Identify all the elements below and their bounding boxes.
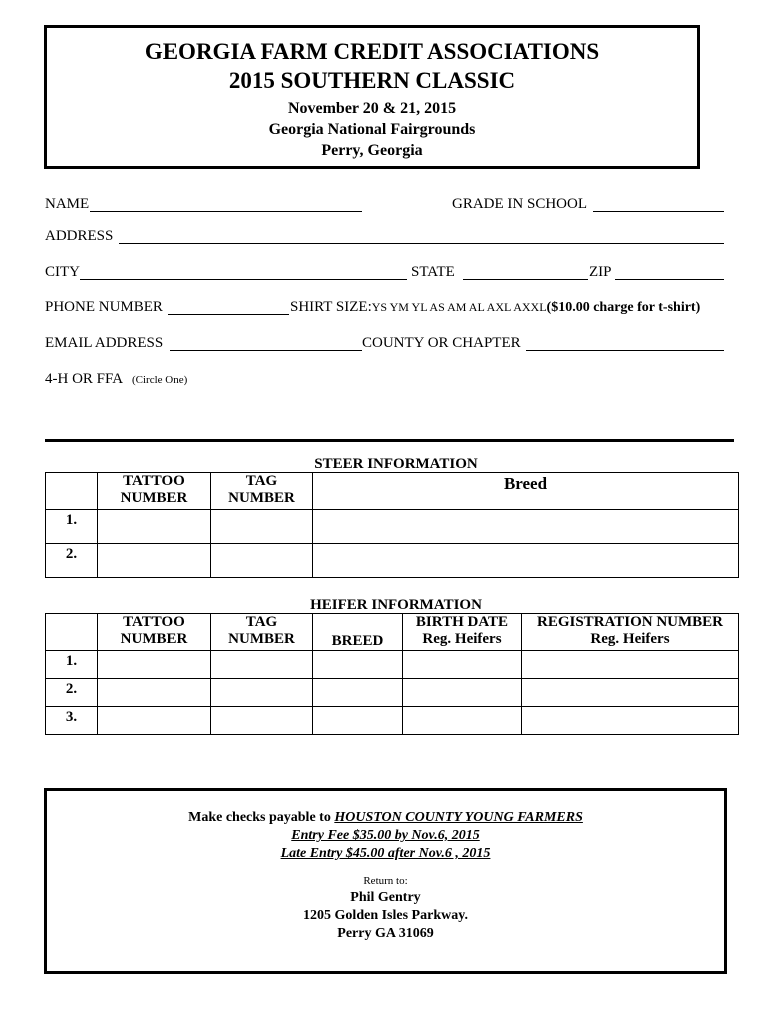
checks-payable-line [47, 809, 724, 827]
title-line-2: 2015 SOUTHERN CLASSIC [228, 68, 516, 93]
heifer-breed-cell[interactable] [313, 651, 403, 679]
grade-label: GRADE IN SCHOOL [452, 196, 587, 212]
heifer-tag-cell[interactable] [211, 651, 313, 679]
county-label: COUNTY OR CHAPTER [362, 335, 521, 351]
steer-tag-cell[interactable] [211, 544, 313, 578]
heifer-breed-cell[interactable] [313, 679, 403, 707]
heifer-row-number: 1. [46, 651, 98, 679]
event-dates: November 20 & 21, 2015 [287, 100, 457, 117]
header-box [44, 25, 700, 169]
table-row [46, 679, 739, 707]
heifer-table [45, 613, 739, 735]
steer-row-number: 2. [46, 544, 98, 578]
heifer-header-tag: TAG NUMBER [211, 614, 313, 651]
phone-label: PHONE NUMBER [45, 299, 163, 315]
steer-tag-cell[interactable] [211, 510, 313, 544]
city-label: CITY [45, 264, 80, 280]
heifer-birth-cell[interactable] [403, 651, 522, 679]
steer-header-blank [46, 473, 98, 510]
city-field[interactable] [80, 279, 407, 280]
heifer-registration-cell[interactable] [522, 707, 739, 735]
shirt-size-options[interactable]: YS YM YL AS AM AL AXL AXXL [371, 300, 547, 314]
steer-tattoo-cell[interactable] [98, 544, 211, 578]
name-label: NAME [45, 196, 90, 212]
heifer-birth-cell[interactable] [403, 679, 522, 707]
steer-header-tag: TAG NUMBER [211, 473, 313, 510]
heifer-row-number: 2. [46, 679, 98, 707]
steer-breed-cell[interactable] [313, 510, 739, 544]
table-row [46, 651, 739, 679]
payment-box [44, 788, 727, 974]
name-field[interactable] [90, 211, 362, 212]
email-field[interactable] [170, 350, 362, 351]
shirt-size-label: SHIRT SIZE: [290, 299, 372, 315]
address-label: ADDRESS [45, 228, 114, 244]
table-row [46, 707, 739, 735]
checks-prefix: Make checks payable to [188, 810, 331, 825]
heifer-breed-cell[interactable] [313, 707, 403, 735]
entry-fee: Entry Fee $35.00 by Nov.6, 2015 [291, 828, 480, 843]
state-field[interactable] [463, 279, 588, 280]
table-row [46, 510, 739, 544]
address-field[interactable] [119, 243, 724, 244]
heifer-header-breed: BREED [313, 614, 403, 651]
steer-breed-cell[interactable] [313, 544, 739, 578]
payee-name: HOUSTON COUNTY YOUNG FARMERS [334, 810, 583, 825]
heifer-tattoo-cell[interactable] [98, 679, 211, 707]
contact-name: Phil Gentry [350, 890, 421, 905]
steer-title: STEER INFORMATION [314, 456, 478, 472]
contact-city: Perry GA 31069 [337, 926, 434, 941]
steer-table [45, 472, 739, 578]
heifer-tag-cell[interactable] [211, 707, 313, 735]
zip-field[interactable] [615, 279, 724, 280]
contact-street: 1205 Golden Isles Parkway. [303, 908, 468, 923]
steer-row-number: 1. [46, 510, 98, 544]
event-location: Perry, Georgia [321, 142, 423, 159]
steer-header-tattoo: TATTOO NUMBER [98, 473, 211, 510]
circle-one-note: (Circle One) [132, 374, 188, 386]
heifer-header-blank [46, 614, 98, 651]
state-label: STATE [411, 264, 455, 280]
steer-tattoo-cell[interactable] [98, 510, 211, 544]
grade-field[interactable] [593, 211, 724, 212]
heifer-tag-cell[interactable] [211, 679, 313, 707]
table-row [46, 544, 739, 578]
title-line-1: GEORGIA FARM CREDIT ASSOCIATIONS [144, 39, 600, 64]
county-field[interactable] [526, 350, 724, 351]
heifer-registration-cell[interactable] [522, 651, 739, 679]
club-row [45, 371, 187, 388]
late-entry-fee: Late Entry $45.00 after Nov.6 , 2015 [280, 846, 491, 861]
heifer-header-birth-date: BIRTH DATE Reg. Heifers [403, 614, 522, 651]
phone-field[interactable] [168, 314, 289, 315]
heifer-title: HEIFER INFORMATION [310, 597, 482, 613]
heifer-tattoo-cell[interactable] [98, 651, 211, 679]
event-venue: Georgia National Fairgrounds [268, 121, 476, 138]
club-options[interactable]: 4-H OR FFA [45, 371, 123, 387]
heifer-birth-cell[interactable] [403, 707, 522, 735]
email-label: EMAIL ADDRESS [45, 335, 164, 351]
heifer-registration-cell[interactable] [522, 679, 739, 707]
return-to-label: Return to: [363, 875, 408, 887]
zip-label: ZIP [589, 264, 612, 280]
heifer-row-number: 3. [46, 707, 98, 735]
steer-header-breed: Breed [313, 473, 739, 510]
section-divider [45, 439, 734, 442]
heifer-header-tattoo: TATTOO NUMBER [98, 614, 211, 651]
heifer-tattoo-cell[interactable] [98, 707, 211, 735]
heifer-header-registration: REGISTRATION NUMBER Reg. Heifers [522, 614, 739, 651]
shirt-size-row [290, 299, 700, 316]
shirt-charge-note: ($10.00 charge for t-shirt) [546, 300, 701, 315]
